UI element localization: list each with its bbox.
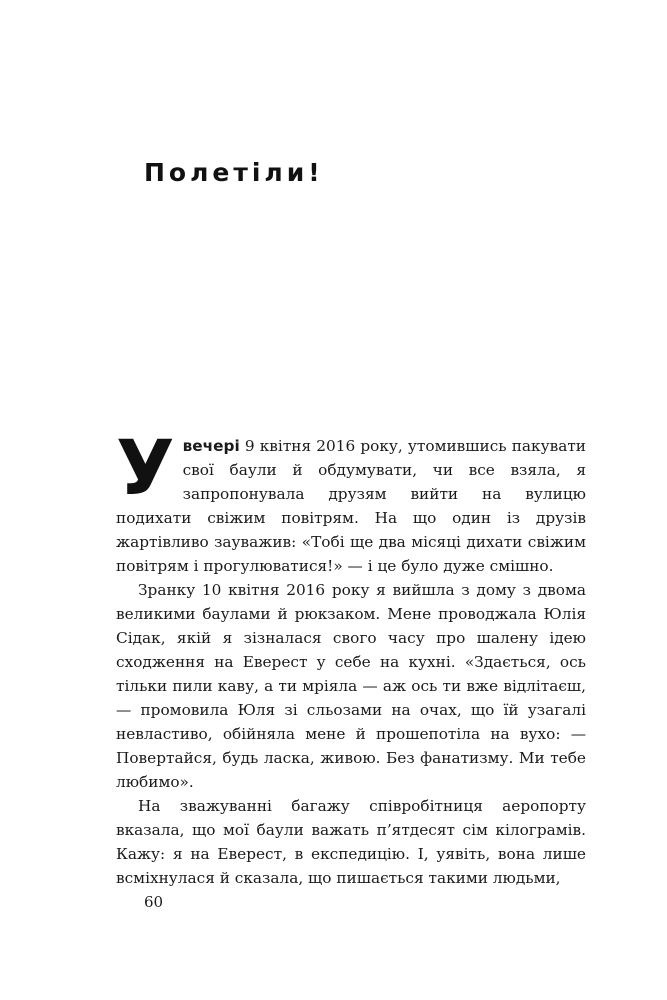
drop-cap: У xyxy=(116,423,175,512)
paragraph-2: Зранку 10 квітня 2016 року я вийшла з дому з двома великими баулами й рюкзаком. Мене проводжала Юлія Сідак, якій я зізналася свого часу про шалену ідею сходження на Еверест у себе на кухні. «Здається, ось тільки пили каву, а ти мріяла — аж ось ти вже відлітаєш, — промовила Юля зі сльозами на очах, що їй узагалі невластиво, обійняла мене й прошепотіла на вухо: — Повертайся, будь ласка, живою. Без фанатизму. Ми тебе любимо». xyxy=(116,581,586,791)
paragraph-3: На зважуванні багажу співробітниця аеропорту вказала, що мої баули важать п’ятдесят сім кілограмів. Кажу: я на Еверест, в експедицію. І, уявіть, вона лише всміхнулася й сказала, що пишається такими людьми, xyxy=(116,797,586,887)
paragraph-1 xyxy=(116,423,586,578)
chapter-title: Полетіли! xyxy=(144,158,324,187)
body-text xyxy=(116,423,586,890)
page-number: 60 xyxy=(144,893,164,911)
lead-word: вечері xyxy=(182,437,240,455)
paragraph-1-text: 9 квітня 2016 року, утомившись пакувати свої баули й обдумувати, чи все взяла, я запропонувала друзям вийти на вулицю подихати свіжим повітрям. На що один із друзів жартівливо зауважив: «Тобі ще два місяці дихати свіжим повітрям і прогулюватися!» — і це було дуже смішно. xyxy=(116,437,586,575)
